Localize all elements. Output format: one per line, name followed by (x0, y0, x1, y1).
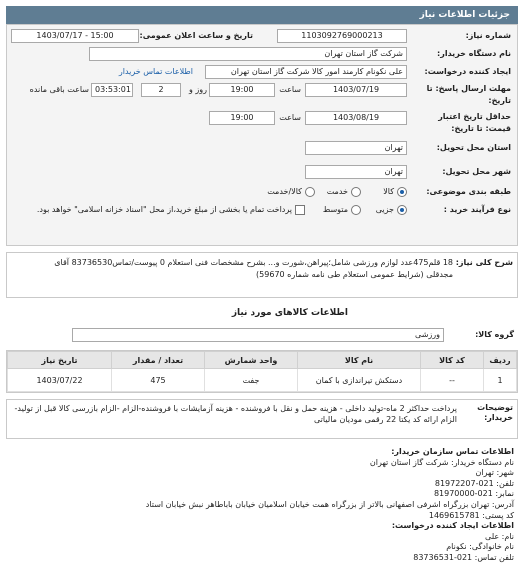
col-row: ردیف (484, 352, 517, 369)
buyer-label: نام دستگاه خریدار: (437, 49, 511, 58)
buyer-notes-text: پرداخت حداکثر 2 ماه-تولید داخلی - هزینه حمل و نقل با فروشنده - هزینه آزمایشات با فروشنده-الزام -الزام بازرسی کالا قبل از تولید- الزام ارائه کد یکتا 22 رقمی مودیان مالیاتی (14, 404, 457, 424)
need-info-panel (6, 24, 518, 246)
validity-time-label: ساعت (279, 113, 301, 122)
payment-checkbox[interactable]: پرداخت تمام یا بخشی از مبلغ خرید،از محل "اسناد خزانه اسلامی" خواهد بود. (37, 203, 305, 217)
contact-city: شهر: تهران (475, 468, 514, 478)
col-code: کد کالا (421, 352, 484, 369)
validity-label: حداقل تاریخ اعتبار قیمت: تا تاریخ: (438, 112, 511, 133)
radio-icon (305, 187, 315, 197)
goods-table (7, 351, 517, 392)
creator-info-title: اطلاعات ایجاد کننده درخواست: (391, 521, 514, 531)
city-label: شهر محل تحویل: (442, 167, 511, 176)
contact-org: نام دستگاه خریدار: شرکت گاز استان تهران (369, 457, 514, 467)
creator-family: نام خانوادگی: نکونام (446, 542, 514, 552)
buyer-field[interactable]: شرکت گاز استان تهران (89, 47, 407, 61)
radio-selected-icon (397, 187, 407, 197)
contact-address: آدرس: تهران بزرگراه اشرفی اصفهانی بالاتر از بزرگراه همت خیابان اسلامیان خیابان باباطاهر نبش خیابان استاد (145, 499, 514, 509)
category-option-goods[interactable]: کالا (383, 185, 407, 199)
category-option-service[interactable]: خدمت (327, 185, 361, 199)
deadline-date-field[interactable]: 1403/07/19 (305, 83, 407, 97)
goods-section-title: اطلاعات کالاهای مورد نیاز (231, 308, 348, 318)
cell-name: دستکش تیراندازی با کمان (298, 369, 421, 392)
buyer-notes-box (6, 399, 518, 439)
radio-selected-icon (397, 205, 407, 215)
city-field[interactable]: تهران (305, 165, 407, 179)
summary-box (6, 252, 518, 298)
announce-label: تاریخ و ساعت اعلان عمومی: (139, 31, 253, 40)
col-date: تاریخ نیاز (8, 352, 112, 369)
page-title: جزئیات اطلاعات نیاز (419, 10, 510, 20)
creator-label: ایجاد کننده درخواست: (424, 67, 511, 76)
table-row[interactable] (8, 369, 517, 392)
contact-postal: کد پستی: 1469615781 (428, 510, 514, 520)
category-option-goods-service[interactable]: کالا/خدمت (267, 185, 315, 199)
page-header (6, 6, 518, 24)
need-number-field[interactable]: 1103092769000213 (277, 29, 407, 43)
announce-field[interactable]: 1403/07/17 - 15:00 (11, 29, 139, 43)
contact-fax: نمابر: 021-81970000 (433, 489, 514, 499)
goods-section (6, 304, 518, 326)
cell-code: -- (421, 369, 484, 392)
radio-icon (351, 205, 361, 215)
col-unit: واحد شمارش (205, 352, 298, 369)
col-name: نام کالا (298, 352, 421, 369)
summary-line-2: مجدقلی (شرایط عمومی استعلام طی نامه شماره 59670) (256, 270, 453, 279)
validity-time-field[interactable]: 19:00 (209, 111, 275, 125)
checkbox-icon (295, 205, 305, 215)
need-number-label: شماره نیاز: (465, 31, 511, 40)
contact-section (6, 447, 514, 564)
cell-qty: 475 (112, 369, 205, 392)
creator-field[interactable]: علی نکونام کارمند امور کالا شرکت گاز استان تهران (205, 65, 407, 79)
deadline-time-label: ساعت (279, 85, 301, 94)
days-field[interactable]: 2 (141, 83, 181, 97)
goods-group-row (6, 326, 518, 346)
creator-name: نام: علی (485, 531, 514, 541)
process-label: نوع فرآیند خرید : (443, 205, 511, 214)
remaining-time-field[interactable]: 03:53:01 (91, 83, 133, 97)
goods-group-label: گروه کالا: (475, 330, 514, 339)
cell-unit: جفت (205, 369, 298, 392)
cell-date: 1403/07/22 (8, 369, 112, 392)
creator-phone: تلفن تماس: 021-83736531 (413, 552, 514, 562)
deadline-time-field[interactable]: 19:00 (209, 83, 275, 97)
summary-line-1: 18 قلم475عدد لوازم ورزشی شامل؛پیراهن،شورت و... بشرح مشخصات فنی استعلام 0 پیوست/تماس83736530 آقای (54, 258, 453, 267)
goods-table-header (8, 352, 517, 369)
category-label: طبقه بندی موضوعی: (426, 187, 511, 196)
buyer-notes-label: توضیحات خریدار: (477, 403, 513, 422)
radio-icon (351, 187, 361, 197)
contact-phone: تلفن: 021-81972207 (434, 478, 514, 488)
province-field[interactable]: تهران (305, 141, 407, 155)
province-label: استان محل تحویل: (436, 143, 511, 152)
day-label: روز و (189, 85, 207, 94)
remaining-label: ساعت باقی مانده (29, 85, 89, 94)
process-option-minor[interactable]: جزیی (376, 203, 407, 217)
contact-title: اطلاعات تماس سازمان خریدار: (391, 447, 514, 456)
buyer-contact-link[interactable]: اطلاعات تماس خریدار (118, 67, 193, 76)
deadline-label: مهلت ارسال پاسخ: تا تاریخ: (426, 84, 511, 105)
validity-date-field[interactable]: 1403/08/19 (305, 111, 407, 125)
goods-table-box (6, 350, 518, 393)
summary-label: شرح کلی نیاز: (455, 258, 513, 267)
goods-group-field[interactable]: ورزشی (72, 328, 444, 342)
process-option-medium[interactable]: متوسط (323, 203, 361, 217)
cell-row: 1 (484, 369, 517, 392)
col-qty: تعداد / مقدار (112, 352, 205, 369)
